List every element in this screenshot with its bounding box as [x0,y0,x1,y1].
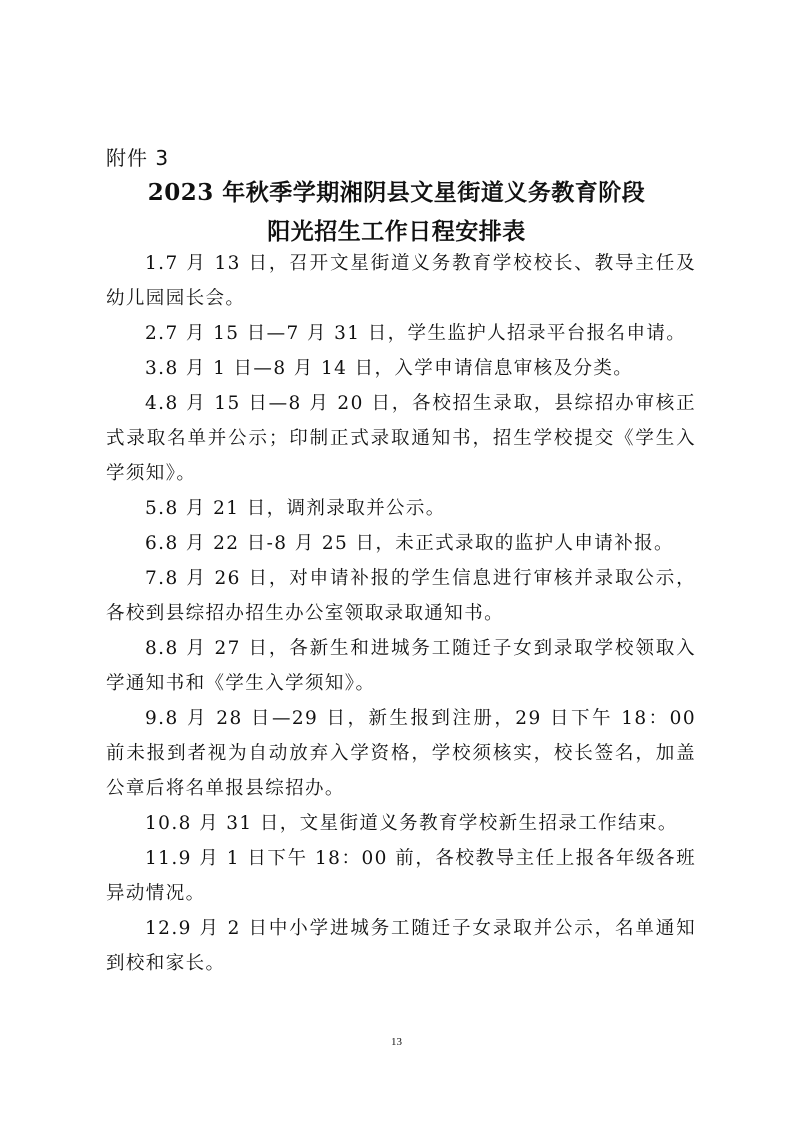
schedule-item-3: 3.8 月 1 日—8 月 14 日，入学申请信息审核及分类。 [145,358,634,379]
title-line-1: 2023 年秋季学期湘阴县文星街道义务教育阶段 [147,179,646,206]
schedule-item-12: 12.9 月 2 日中小学进城务工随迁子女录取并公示，名单通知到校和家长。 [106,918,696,974]
schedule-item-7: 7.8 月 26 日，对申请补报的学生信息进行审核并录取公示，各校到县综招办招生办公室领取录取通知书。 [106,568,696,624]
schedule-item-5: 5.8 月 21 日，调剂录取并公示。 [145,498,446,519]
attachment-label: 附件 3 [106,146,170,170]
schedule-item-9: 9.8 月 28 日—29 日，新生报到注册，29 日下午 18：00 前未报到者视为自动放弃入学资格，学校须核实，校长签名，加盖公章后将名单报县综招办。 [106,708,696,799]
title-line-2: 阳光招生工作日程安排表 [267,218,526,245]
schedule-item-10: 10.8 月 31 日，文星街道义务教育学校新生招录工作结束。 [145,813,678,834]
page-number: 13 [391,1036,402,1048]
schedule-item-4: 4.8 月 15 日—8 月 20 日，各校招生录取，县综招办审核正式录取名单并公示；印制正式录取通知书，招生学校提交《学生入学须知》。 [106,393,696,484]
schedule-item-2: 2.7 月 15 日—7 月 31 日，学生监护人招录平台报名申请。 [145,323,687,344]
schedule-item-1: 1.7 月 13 日，召开文星街道义务教育学校校长、教导主任及幼儿园园长会。 [106,253,696,309]
schedule-item-11: 11.9 月 1 日下午 18：00 前，各校教导主任上报各年级各班异动情况。 [106,848,696,904]
schedule-item-8: 8.8 月 27 日，各新生和进城务工随迁子女到录取学校领取入学通知书和《学生入学须知》。 [106,638,696,694]
schedule-item-6: 6.8 月 22 日-8 月 25 日，未正式录取的监护人申请补报。 [145,533,674,554]
schedule-list [106,246,696,981]
